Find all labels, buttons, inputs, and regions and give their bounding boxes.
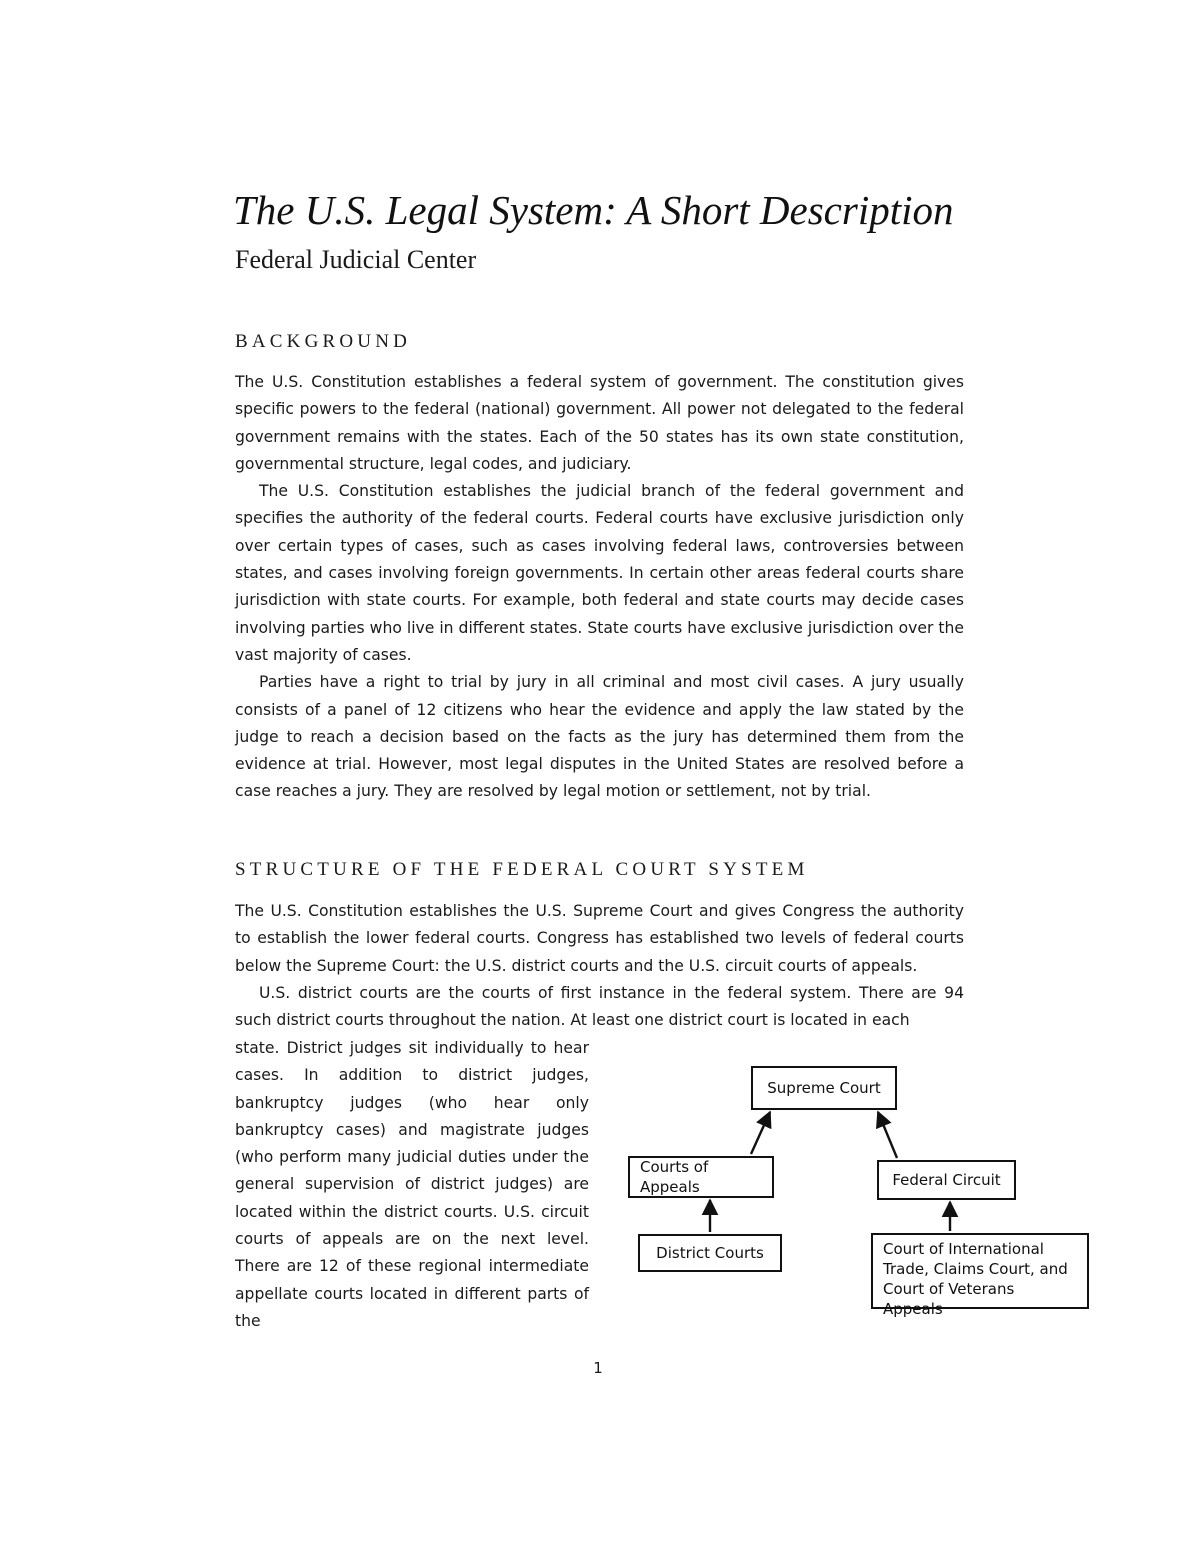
section-structure-body [235, 898, 964, 1034]
court-structure-diagram [610, 1050, 1110, 1320]
box-label: Federal Circuit [892, 1171, 1001, 1189]
section-background-body [235, 369, 964, 806]
paragraph: Parties have a right to trial by jury in all criminal and most civil cases. A jury usually consists of a panel of 12 citizens who hear the evidence and apply the law stated by the judge to reach a decision based on the facts as the jury has determined them from the evidence at trial. However, most legal disputes in the United States are resolved before a case reaches a jury. They are resolved by legal motion or settlement, not by trial. [235, 673, 964, 801]
page-number: 1 [593, 1359, 603, 1377]
paragraph: The U.S. Constitution establishes the U.S. Supreme Court and gives Congress the authority to establish the lower federal courts. Congress has established two levels of federal courts below the Supreme Court: the U.S. district courts and the U.S. circuit courts of appeals. [235, 902, 964, 975]
box-federal-circuit [877, 1160, 1016, 1200]
box-courts-of-appeals [628, 1156, 774, 1198]
box-international-trade-courts [871, 1233, 1089, 1318]
arrow-appeals-to-supreme [751, 1112, 770, 1154]
section-structure-wrap-text [235, 1035, 589, 1335]
box-label: Courts of Appeals [640, 1158, 709, 1196]
box-label: Supreme Court [767, 1079, 881, 1097]
paragraph: state. District judges sit individually to hear cases. In addition to district judges, bankruptcy judges (who hear only bankruptcy cases) and magistrate judges (who perform many judicial duties under the general supervision of district judges) are located within the district courts. U.S. circuit courts of appeals are on the next level. There are 12 of these regional intermediate appellate courts located in different parts of the [235, 1039, 589, 1330]
paragraph: The U.S. Constitution establishes a federal system of government. The constitution gives specific powers to the federal (national) government. All power not delegated to the federal government remains with the states. Each of the 50 states has its own state constitution, governmental structure, legal codes, and judiciary. [235, 373, 964, 473]
paragraph: The U.S. Constitution establishes the judicial branch of the federal government and specifies the authority of the federal courts. Federal courts have exclusive jurisdiction only over certain types of cases, such as cases involving federal laws, controversies between states, and cases involving foreign governments. In certain other areas federal courts share jurisdiction with state courts. For example, both federal and state courts may decide cases involving parties who live in different states. State courts have exclusive jurisdiction over the vast majority of cases. [235, 482, 964, 664]
box-label: Court of International Trade, Claims Court, and Court of Veterans Appeals [883, 1240, 1068, 1318]
paragraph: U.S. district courts are the courts of first instance in the federal system. There are 94 such district courts throughout the nation. At least one district court is located in each [235, 983, 964, 1030]
document-subtitle: Federal Judicial Center [235, 245, 477, 274]
section-heading-structure: STRUCTURE OF THE FEDERAL COURT SYSTEM [235, 859, 809, 880]
box-supreme-court [751, 1066, 897, 1110]
box-label: District Courts [656, 1244, 764, 1262]
document-title: The U.S. Legal System: A Short Description [233, 187, 954, 233]
section-heading-background: BACKGROUND [235, 331, 412, 352]
arrow-federal-to-supreme [878, 1112, 897, 1158]
box-district-courts [638, 1234, 782, 1272]
